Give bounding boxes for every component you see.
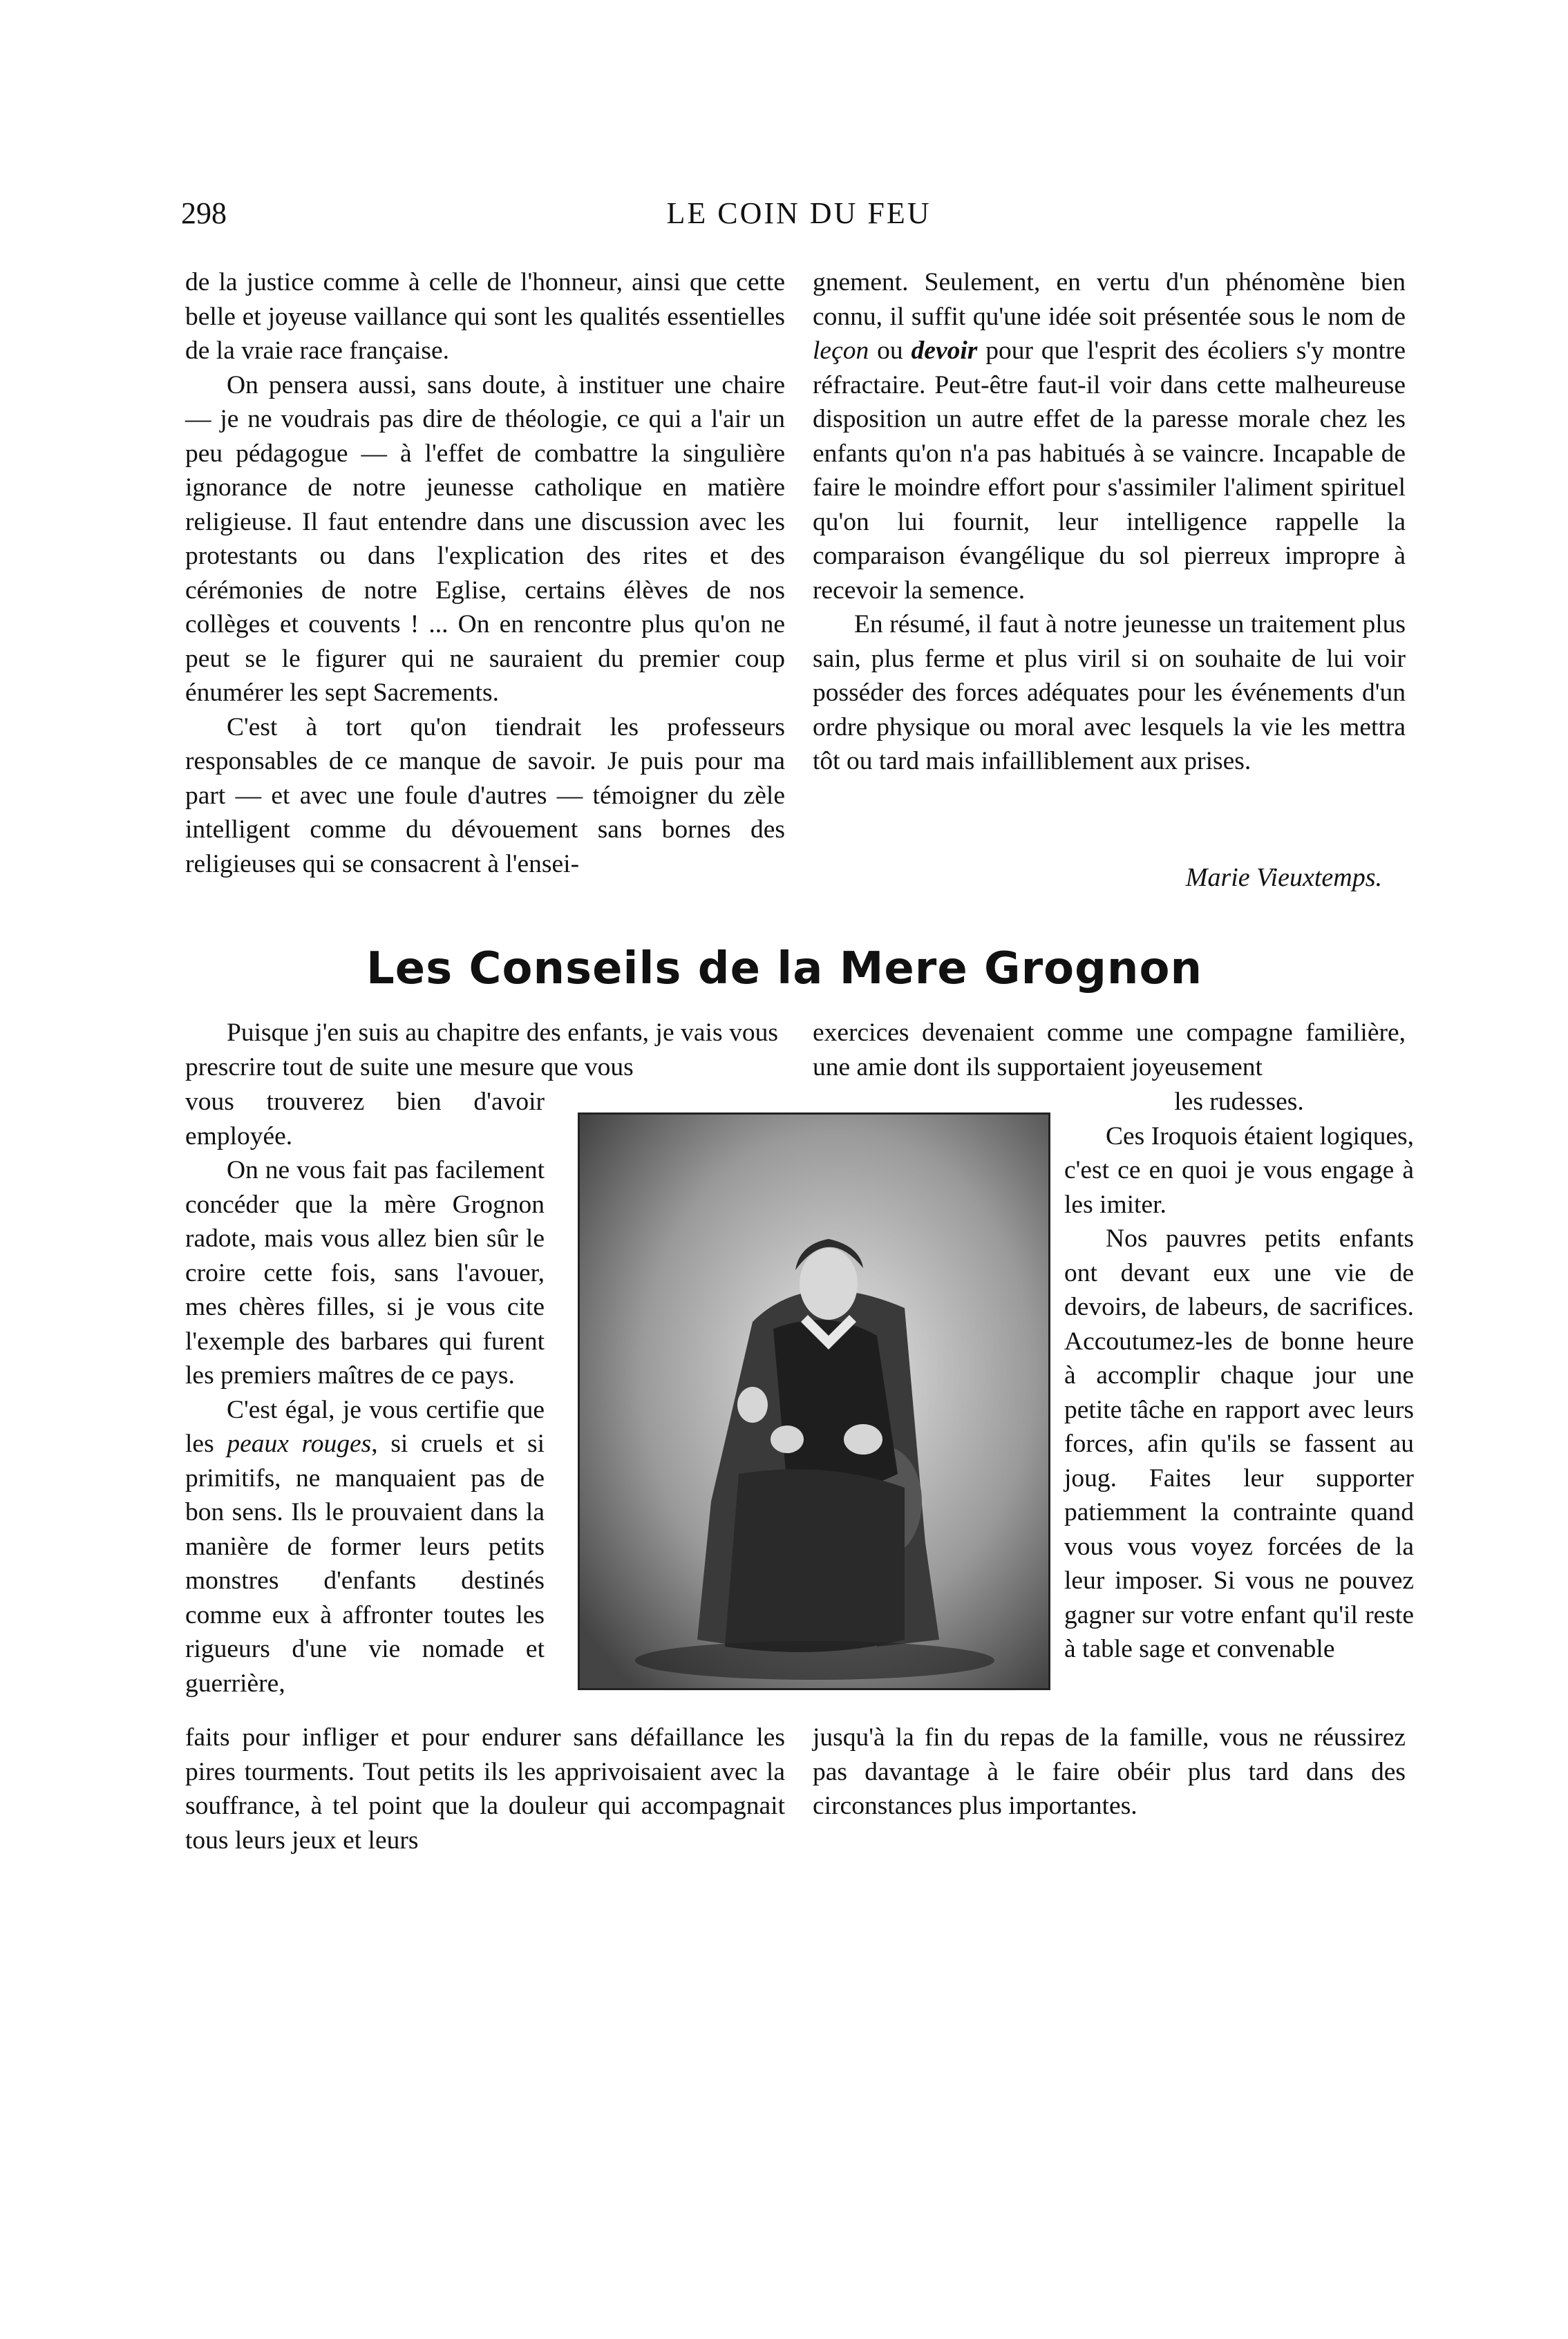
paragraph: On ne vous fait pas facilement concéder que la mère Grognon radote, mais vous allez bien sûr le croire cette fois, sans l'avouer, mes chères filles, si je vous cite l'exemple des barbares qui furent les premiers maîtres de ce pays. [185, 1156, 545, 1390]
paragraph: En résumé, il faut à notre jeunesse un traitement plus sain, plus ferme et plus viril si on souhaite de lui voir posséder des forces adéquates pour les événements d'un ordre physique ou moral avec lesquels la vie les mettra tôt ou tard mais infailliblement aux prises. [813, 610, 1406, 775]
section-title: Les Conseils de la Mere Grognon [366, 943, 1203, 994]
paragraph: On pensera aussi, sans doute, à instituer une chaire — je ne voudrais pas dire de théologie, ce qui a l'air un peu pédagogue — à l'effet de combattre la singulière ignorance de notre jeunesse catholique en matière religieuse. Il faut entendre dans une discussion avec les protestants ou dans l'explication des rites et des cérémonies de notre Eglise, certains élèves de nos collèges et couvents ! ... On en rencontre plus qu'on ne peut se le figurer qui ne sauraient du premier coup énumérer les sept Sacrements. [185, 370, 785, 707]
paragraph [813, 265, 1406, 607]
paragraph: Puisque j'en suis au chapitre des enfants, je vais vous prescrire tout de suite une mesure que vous [185, 1019, 778, 1081]
illustration-drawing [580, 1115, 1048, 1688]
text-run: gnement. Seulement, en vertu d'un phénomène bien connu, il suffit qu'une idée soit présentée sous le nom de [813, 268, 1406, 331]
article-left-narrow-column [185, 1085, 545, 1701]
paragraph: vous trouverez bien d'avoir employée. [185, 1088, 545, 1150]
paragraph: faits pour infliger et pour endurer sans défaillance les pires tourments. Tout petits ils les apprivoisaient avec la souffrance, à tel point que la douleur qui accompagnait tous leurs jeux et leurs [185, 1723, 785, 1855]
text-run: ou [869, 337, 911, 365]
text-run: , si cruels et si primitifs, ne manquaient pas de bon sens. Ils le prouvaient dans la manière de former leurs petits monstres d'enfants destinés comme eux à affronter toutes les rigueurs d'une vie nomade et guerrière, [185, 1430, 545, 1698]
emphasis-lecon: leçon [813, 337, 869, 365]
illustration-seated-woman [578, 1112, 1050, 1690]
paragraph: jusqu'à la fin du repas de la famille, vous ne réussirez pas davantage à le faire obéir plus tard dans des circonstances plus importantes. [813, 1723, 1406, 1820]
article-left-continuation [185, 1721, 785, 1857]
paragraph: C'est à tort qu'on tiendrait les professeurs responsables de ce manque de savoir. Je puis pour ma part — et avec une foule d'autres — témoigner du zèle intelligent comme du dévouement sans bornes des religieuses qui se consacrent à l'ensei- [185, 712, 785, 878]
emphasis-devoir: devoir [911, 337, 978, 365]
article-left-intro [185, 1016, 778, 1084]
page-header [181, 196, 1417, 237]
text-run: C'est égal, je vous certifie que les [185, 1395, 545, 1458]
author-signature: Marie Vieuxtemps. [1185, 863, 1382, 892]
paragraph: les rudesses. [1174, 1088, 1304, 1116]
article-continuation-right-column [813, 265, 1406, 779]
paragraph: de la justice comme à celle de l'honneur, ainsi que cette belle et joyeuse vaillance qui sont les qualités essentielles de la vraie race française. [185, 268, 785, 365]
page-number: 298 [181, 196, 227, 230]
paragraph: Ces Iroquois étaient logiques, c'est ce en quoi je vous engage à les imiter. [1064, 1121, 1414, 1219]
running-title: LE COIN DU FEU [666, 196, 932, 230]
article-continuation-left-column [185, 265, 785, 881]
article-right-intro [813, 1016, 1406, 1084]
emphasis-peaux-rouges: peaux rouges [227, 1430, 372, 1458]
paragraph: exercices devenaient comme une compagne familière, une amie dont ils supportaient joyeusement [813, 1019, 1406, 1081]
paragraph [185, 1393, 545, 1701]
paragraph: Nos pauvres petits enfants ont devant eux une vie de devoirs, de labeurs, de sacrifices. Accoutumez-les de bonne heure à accomplir chaque jour une petite tâche en rapport avec leurs forces, afin qu'ils se fassent au joug. Faites leur supporter patiemment la contrainte quand vous vous voyez forcées de la leur imposer. Si vous ne pouvez gagner sur votre enfant qu'il reste à table sage et convenable [1064, 1224, 1414, 1663]
article-right-continuation [813, 1721, 1406, 1824]
article-right-narrow-column [1064, 1085, 1414, 1667]
text-run: pour que l'esprit des écoliers s'y montre réfractaire. Peut-être faut-il voir dans cette malheureuse disposition un autre effet de la paresse morale chez les enfants qu'on n'a pas habitués à se vaincre. Incapable de faire le moindre effort pour s'assimiler l'aliment spirituel qu'on lui fournit, leur intelligence rappelle la comparaison évangélique du sol pierreux impropre à recevoir la semence. [813, 337, 1406, 605]
